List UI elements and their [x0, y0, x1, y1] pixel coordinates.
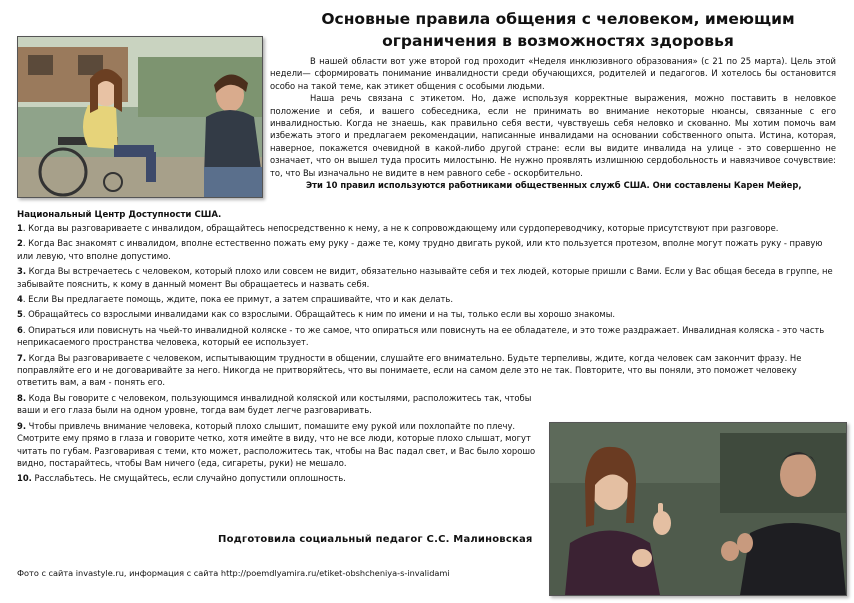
rule-text: . Когда вы разговариваете с инвалидом, обращайтесь непосредственно к нему, а не к сопровождающему или сурдопереводчику, которые присутствуют при разговоре. — [22, 223, 779, 233]
rule-item — [17, 352, 837, 389]
rule-item — [17, 222, 837, 234]
rule-item — [17, 265, 837, 290]
rule-number: 7. — [17, 352, 27, 363]
rule-number: 3. — [17, 266, 27, 277]
rule-text: Кода Вы говорите с человеком, пользующимся инвалидной коляской или костылями, расположитесь так, чтобы ваши и его глаза были на одном уровне, тогда вам будет легче разговаривать. — [17, 392, 532, 416]
rule-item — [17, 237, 837, 262]
rule-item — [17, 472, 545, 484]
intro-paragraph-3: Эти 10 правил используются работниками общественных служб США. Они составлены Карен Мейер, — [306, 180, 802, 191]
rule-item — [17, 308, 837, 320]
photo-wheelchair-conversation — [17, 36, 263, 198]
rule-text: . Опираться или повиснуть на чьей-то инвалидной коляске - то же самое, что опираться или повиснуть на ее обладателе, и это тоже раздражает. Инвалидная коляска - это часть неприкасаемого пространства человека, который ее использует. — [17, 324, 825, 348]
rule-number: 2 — [17, 238, 23, 249]
rule-text: Когда Вы разговариваете с человеком, испытывающим трудности в общении, слушайте его внимательно. Будьте терпеливы, ждите, когда человек сам закончит фразу. Не поправляйте его и не договаривайте за него. Никогда не притворяйтесь, что вы понимаете, если на самом деле это не так. Повторите, что вы поняли, это поможет человеку ответить вам, а вам - понять его. — [17, 352, 802, 388]
rule-item — [17, 324, 837, 349]
intro-paragraph-2: Наша речь связана с этикетом. Но, даже используя корректные выражения, можно поставить в неловкое положение и себя, и вашего собеседника, если не принимать во внимание некоторые нюансы, связанные с его инвалидностью. Когда не знаешь, как правильно себя вести, чувствуешь себя неловко и скованно. Мы хотим помочь вам избежать этого и предлагаем рекомендации, написанные инвалидами на основании собственного опыта. Истина, которая, наверное, покажется очевидной в какой-либо другой стране: если вы видите инвалида на улице - это совершенно не означает, что он вышел туда просить милостыню. Не нужно проявлять излишнюю сердобольность и навязчивое сочувствие: то, что Вы изначально не видите в нем равного себе - оскорбительно. — [270, 93, 836, 178]
organization-name: Национальный Центр Доступности США. — [17, 210, 222, 220]
rule-number: 5 — [17, 309, 23, 320]
rule-text: Чтобы привлечь внимание человека, который плохо слышит, помашите ему рукой или похлопайте по плечу. Смотрите ему прямо в глаза и говорите четко, хотя имейте в виду, что не все люди, которые плохо слышат, могут читать по губам. Разговаривая с теми, кто может, расположитесь так, чтобы на Вас падал свет, и Вас было хорошо видно, постарайтесь, чтобы Вам ничего (еда, сигареты, руки) не мешало. — [17, 420, 536, 468]
intro-text — [270, 55, 836, 191]
photo-sign-language — [549, 422, 847, 596]
footer-credits: Фото с сайта invastyle.ru, информация с сайта http://poemdlyamira.ru/etiket-obshcheniya-s-invalidami — [17, 568, 450, 578]
rule-text: Когда Вы встречаетесь с человеком, который плохо или совсем не видит, обязательно называйте себя и тех людей, которые пришли с Вами. Если у Вас общая беседа в группе, не забывайте пояснить, к кому в данный момент Вы обращаетесь и назвать себя. — [17, 266, 833, 289]
rule-number: 6 — [17, 324, 23, 335]
intro-paragraph-1: В нашей области вот уже второй год проходит «Неделя инклюзивного образования» (с 21 по 25 марта). Цель этой недели— сформировать понимание инвалидности среди обучающихся, родителей и педагогов. И хотелось бы остановится особо на такой теме, как этикет общения с особыми людьми. — [270, 56, 836, 91]
rule-number: 8. — [17, 392, 27, 403]
rule-item — [17, 420, 545, 470]
author-signature: Подготовила социальный педагог С.С. Малиновская — [218, 534, 533, 545]
rule-text: . Если Вы предлагаете помощь, ждите, пока ее примут, а затем спрашивайте, что и как делать. — [22, 294, 454, 305]
rule-number: 10. — [17, 473, 32, 484]
rule-number: 1 — [17, 223, 23, 233]
rule-item — [17, 392, 545, 417]
rule-item — [17, 293, 837, 305]
rule-text: . Когда Вас знакомят с инвалидом, вполне естественно пожать ему руку - даже те, кому трудно двигать рукой, или кто пользуется протезом, вполне могут пожать руку - правую или левую, что вполне допустимо. — [17, 238, 823, 261]
page-title: Основные правила общения с человеком, имеющим ограничения в возможностях здоровья — [321, 10, 795, 50]
rule-number: 9. — [17, 420, 27, 431]
rule-text: . Обращайтесь со взрослыми инвалидами как со взрослыми. Обращайтесь к ним по имени и на ты, только если вы хорошо знакомы. — [22, 309, 616, 320]
rule-text: Расслабьтесь. Не смущайтесь, если случайно допустили оплошность. — [31, 473, 346, 484]
rule-number: 4 — [17, 294, 23, 305]
